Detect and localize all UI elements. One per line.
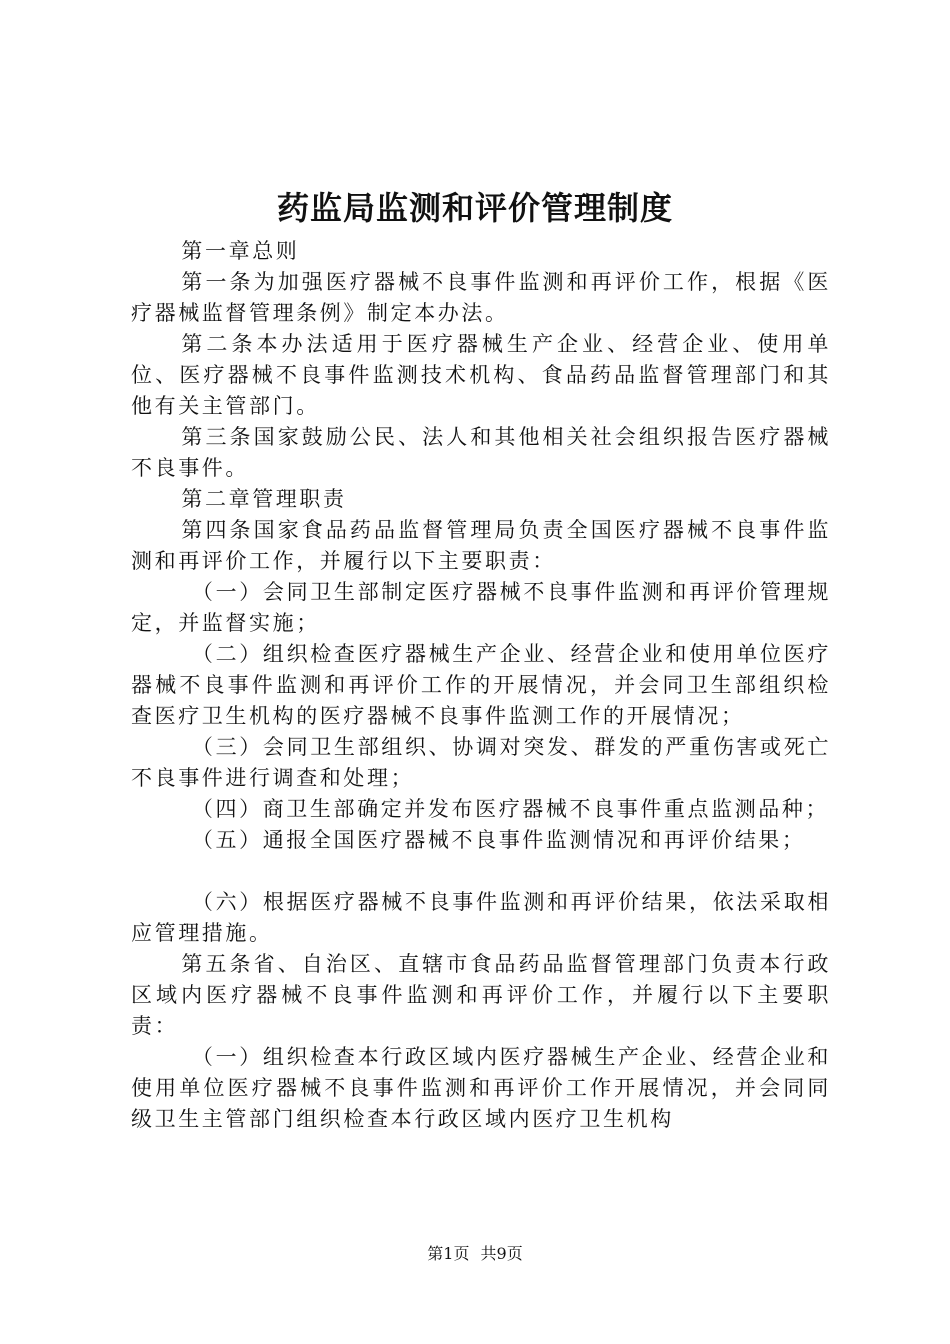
list-item-paragraph: （一）会同卫生部制定医疗器械不良事件监测和再评价管理规定，并监督实施； xyxy=(131,580,831,635)
article-paragraph: 第一条为加强医疗器械不良事件监测和再评价工作，根据《医疗器械监督管理条例》制定本办法。 xyxy=(131,270,831,325)
article-paragraph: 第五条省、自治区、直辖市食品药品监督管理部门负责本行政区域内医疗器械不良事件监测和再评价工作，并履行以下主要职责： xyxy=(131,952,831,1038)
page-number: 第1页 xyxy=(427,1244,470,1263)
article-paragraph: 第二条本办法适用于医疗器械生产企业、经营企业、使用单位、医疗器械不良事件监测技术机构、食品药品监督管理部门和其他有关主管部门。 xyxy=(131,332,831,418)
document-body xyxy=(131,236,831,1135)
article-paragraph: 第三条国家鼓励公民、法人和其他相关社会组织报告医疗器械不良事件。 xyxy=(131,425,831,480)
list-item-paragraph: （二）组织检查医疗器械生产企业、经营企业和使用单位医疗器械不良事件监测和再评价工作的开展情况，并会同卫生部组织检查医疗卫生机构的医疗器械不良事件监测工作的开展情况； xyxy=(131,642,831,728)
document-title: 药监局监测和评价管理制度 xyxy=(276,189,673,227)
list-item-paragraph: （三）会同卫生部组织、协调对突发、群发的严重伤害或死亡不良事件进行调查和处理； xyxy=(131,735,831,790)
chapter-heading: 第二章管理职责 xyxy=(181,487,347,511)
list-item-paragraph: （一）组织检查本行政区域内医疗器械生产企业、经营企业和使用单位医疗器械不良事件监测和再评价工作开展情况，并会同同级卫生主管部门组织检查本行政区域内医疗卫生机构 xyxy=(131,1045,831,1131)
list-item-paragraph: （四）商卫生部确定并发布医疗器械不良事件重点监测品种； xyxy=(191,797,830,821)
chapter-heading: 第一章总则 xyxy=(181,239,300,263)
list-item-paragraph: （五）通报全国医疗器械不良事件监测情况和再评价结果； xyxy=(191,828,806,852)
article-paragraph: 第四条国家食品药品监督管理局负责全国医疗器械不良事件监测和再评价工作，并履行以下主要职责： xyxy=(131,518,831,573)
list-item-paragraph: （六）根据医疗器械不良事件监测和再评价结果，依法采取相应管理措施。 xyxy=(131,890,831,945)
page-footer xyxy=(0,1243,950,1265)
page-total: 共9页 xyxy=(480,1244,523,1263)
